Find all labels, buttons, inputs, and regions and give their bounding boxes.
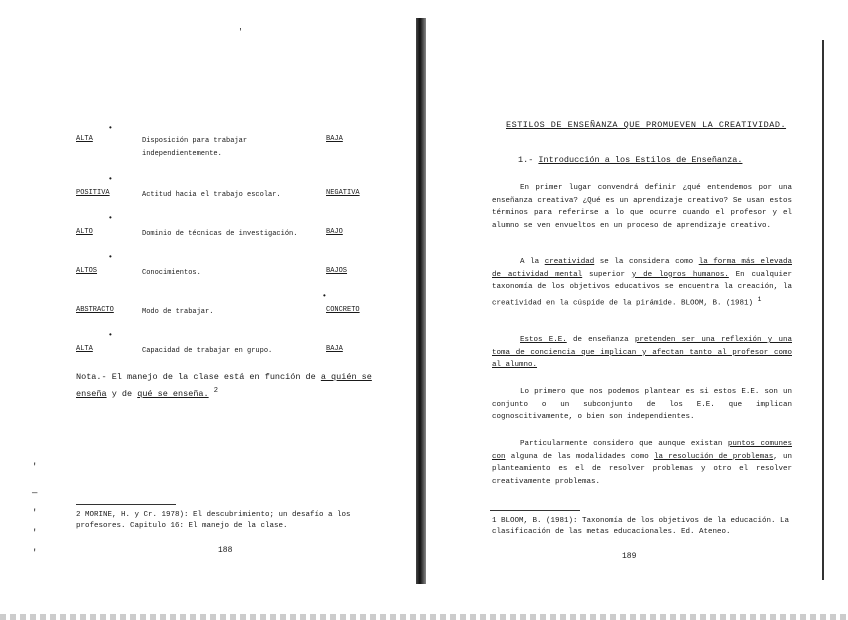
section-heading: [518, 155, 742, 165]
text: se la considera como: [594, 258, 699, 266]
note-emphasis: a quién se enseña: [76, 372, 372, 399]
row-left-label: ALTA: [76, 135, 93, 143]
text: Particularmente considero que aunque existan: [520, 440, 728, 448]
margin-mark: ': [32, 548, 38, 558]
emphasis: la resolución de problemas: [653, 452, 774, 461]
row-description: Actitud hacia el trabajo escolar.: [142, 191, 281, 199]
text: alguna de las modalidades como: [505, 452, 654, 461]
bullet: •: [108, 175, 113, 184]
page-edge: [822, 40, 824, 580]
row-description: Modo de trabajar.: [142, 308, 214, 316]
bullet: •: [108, 253, 113, 262]
section-number: 1.-: [518, 155, 539, 165]
page-number: 188: [218, 546, 233, 555]
row-right-label: NEGATIVA: [326, 189, 360, 197]
emphasis: y de logros humanos.: [631, 270, 729, 279]
text: de enseñanza: [566, 336, 635, 344]
paragraph: [492, 334, 792, 372]
row-description: Dominio de técnicas de investigación.: [142, 230, 298, 238]
speck: ': [238, 28, 243, 37]
row-right-label: CONCRETO: [326, 306, 360, 314]
bullet: •: [108, 214, 113, 223]
left-page: [0, 0, 410, 620]
row-description: Capacidad de trabajar en grupo.: [142, 347, 273, 355]
emphasis: Estos E.E.: [520, 336, 567, 344]
footnote: 2 MORINE, H. y Cr. 1978): El descubrimiento; un desafío a los profesores. Capitulo 16: El manejo de la clase.: [76, 511, 351, 530]
bullet: •: [108, 124, 113, 133]
page-number: 189: [622, 552, 637, 561]
text: superior: [582, 270, 632, 279]
row-left-label: ALTA: [76, 345, 93, 353]
row-left-label: ALTO: [76, 228, 93, 236]
footnote: 1 BLOOM, B. (1981): Taxonomía de los objetivos de la educación. La clasificación de las metas educacionales. Ed. Ateneo.: [492, 517, 790, 536]
row-right-label: BAJOS: [326, 267, 348, 275]
margin-mark: ': [32, 528, 38, 538]
emphasis: creatividad: [544, 258, 595, 266]
paragraph: [492, 438, 792, 488]
row-left-label: ABSTRACTO: [76, 306, 114, 314]
row-right-label: BAJA: [326, 345, 343, 353]
margin-mark: —: [32, 488, 38, 498]
row-left-label: ALTOS: [76, 267, 98, 275]
paragraph: Lo primero que nos podemos plantear es si estos E.E. son un conjunto o un subconjunto de los E.E. que implican cognoscitivamente, o bien son independientes.: [492, 388, 792, 421]
footnote-marker: 1: [757, 295, 762, 303]
emphasis: la forma más elevada de actividad mental: [492, 258, 792, 279]
note-text: y de: [106, 388, 138, 399]
bullet: •: [108, 331, 113, 340]
note-text: Nota.- El manejo de la clase está en función de: [76, 372, 321, 382]
text: En cualquier taxonomía de los objetivos educativos se encuentra la creación, la creatividad en la cúspide de la pirámide. BLOOM, B. (1981): [492, 270, 793, 307]
row-description: Conocimientos.: [142, 269, 201, 277]
row-left-label: POSITIVA: [76, 189, 110, 197]
book-spine: [416, 18, 426, 584]
row-description: Disposición para trabajar independientemente.: [142, 137, 248, 158]
paragraph: En primer lugar convendrá definir ¿qué entendemos por una enseñanza creativa? ¿Qué es un aprendizaje creativo? Se usan estos términos para referirse a lo que ocurre cuando el profesor y el alumno se ven envueltos en un proceso de aprendizaje creativo.: [492, 184, 792, 230]
text: , un planteamiento es el de resolver problemas y otro el resolver creativamente problemas.: [492, 452, 792, 486]
paragraph: [492, 256, 792, 310]
row-right-label: BAJA: [326, 135, 343, 143]
row-right-label: BAJO: [326, 228, 343, 236]
class-management-note: [76, 370, 376, 401]
footnote-rule: [490, 510, 580, 511]
right-page: [410, 0, 848, 620]
emphasis: pretenden ser una reflexión y una toma de conciencia que implican y afectan tanto al profesor como al alumno.: [492, 336, 792, 369]
margin-mark: ': [32, 508, 38, 518]
scan-bottom-edge: [0, 614, 848, 620]
margin-mark: ': [32, 462, 38, 472]
text: A la: [520, 258, 545, 266]
note-emphasis: qué se enseña.: [137, 388, 209, 399]
emphasis: puntos comunes con: [492, 440, 792, 461]
bullet: •: [322, 292, 327, 301]
chapter-title: ESTILOS DE ENSEÑANZA QUE PROMUEVEN LA CREATIVIDAD.: [506, 120, 787, 130]
section-title: Introducción a los Estilos de Enseñanza.: [538, 155, 743, 165]
footnote-marker: 2: [213, 387, 218, 395]
footnote-rule: [76, 504, 176, 505]
